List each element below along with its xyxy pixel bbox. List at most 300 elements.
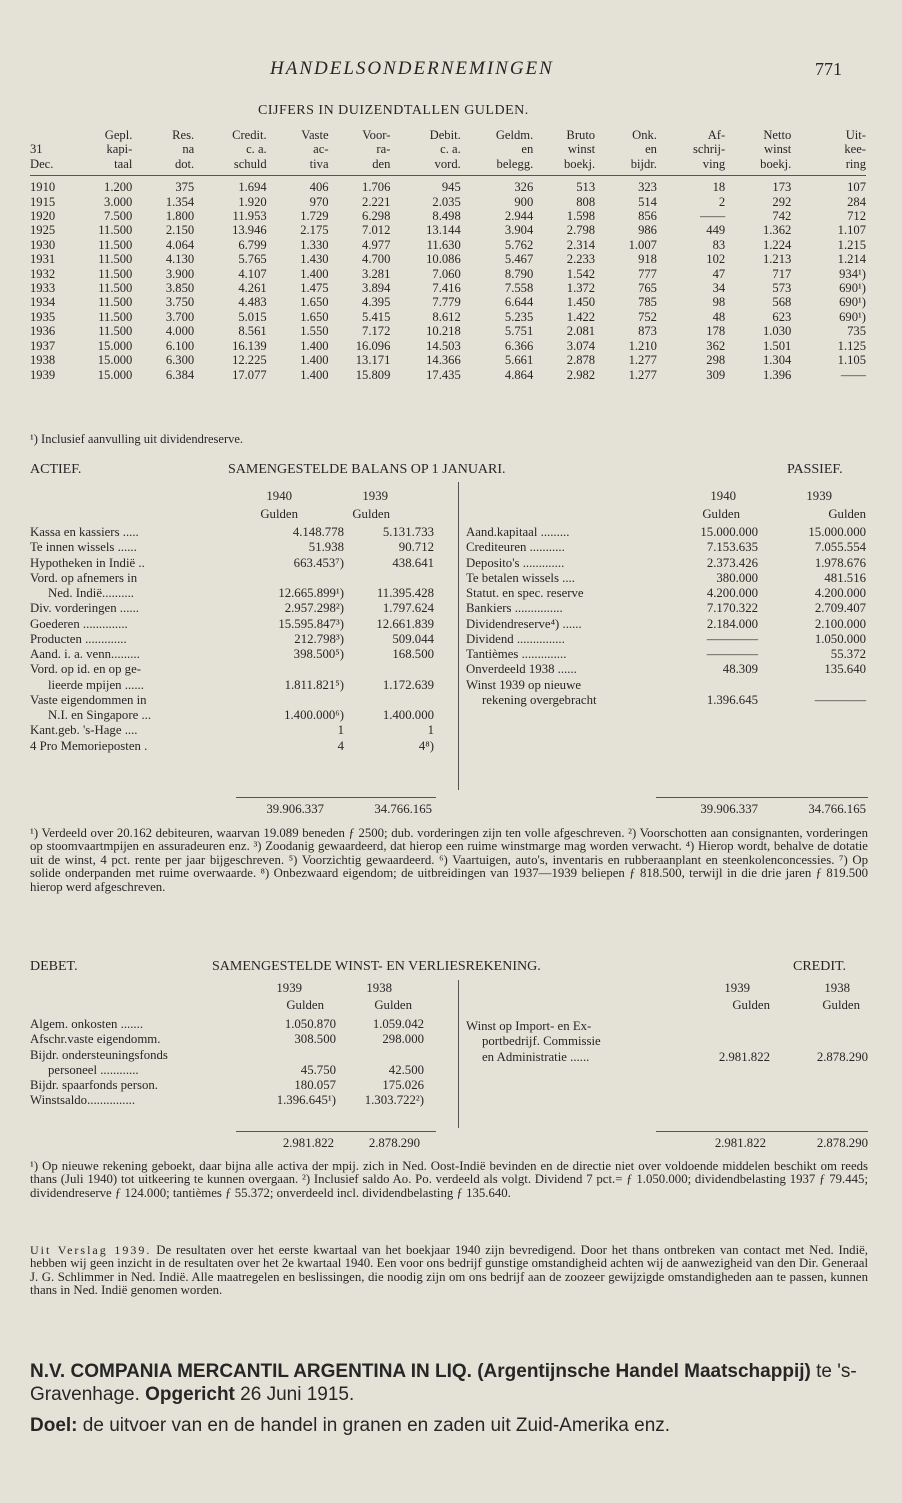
cijfers-value-cell: 3.750 (165, 295, 195, 310)
verslag-text: De resultaten over het eerste kwartaal van het boekjaar 1940 zijn bevredigend. Door het thans ontbreken van contact met Ned. Indië, hebben wij geen inzicht in de resultaten over het 2e kwartaal 1940. Een voor ons bedrijf gunstige omstandigheid achten wij de aanwezigheid van den Dir. Generaal J. G. Schlimmer in Ned. Indië. Alle maatregelen en beslissingen, die noodig zijn om ons bedrijf aan de zoozeer gewijzigde omstandigheden aan te passen, kunnen thans in Ned. Indië genomen worden. (30, 1243, 869, 1298)
cijfers-header-cell (30, 128, 71, 142)
cijfers-value-cell: 5.467 (504, 252, 534, 267)
cijfers-value-cell: 513 (576, 180, 596, 195)
cijfers-value-cell: 15.000 (97, 353, 133, 368)
credit-year-1939: 1939 (724, 981, 750, 995)
cijfers-value-cell: 3.700 (165, 309, 195, 324)
cijfers-value-cell: 5.765 (238, 252, 267, 267)
passief-label: Onverdeeld 1938 ...... (466, 662, 577, 677)
cijfers-value-cell: 11.500 (98, 223, 133, 238)
cijfers-value-cell: 13.946 (232, 223, 267, 238)
cijfers-header-cell: winst (764, 142, 792, 157)
actief-label: N.I. en Singapore ... (48, 708, 152, 722)
credit-label: Winst op Import- en Ex- (466, 1019, 592, 1033)
debet-total-1938: 2.878.290 (368, 1136, 420, 1150)
cijfers-value-cell: 752 (638, 309, 657, 324)
cijfers-year-cell: 1933 (30, 281, 56, 296)
cijfers-year-cell: 1910 (30, 180, 56, 195)
cijfers-value-cell: 1.277 (628, 367, 657, 382)
actief-label: Vord. op afnemers in (30, 570, 138, 585)
cijfers-header-row (30, 157, 866, 171)
credit-year-1938: 1938 (824, 981, 850, 995)
actief-value-1939: 168.500 (392, 647, 434, 661)
debet-label: personeel ............ (48, 1062, 139, 1077)
cijfers-value-cell: 12.225 (232, 353, 267, 368)
cijfers-value-cell: 765 (638, 281, 657, 296)
debet-label: Winstsaldo............... (30, 1093, 136, 1108)
doel-text: de uitvoer van en de handel in granen en zaden uit Zuid-Amerika enz. (82, 1415, 671, 1436)
passief-value-1940: ———— (706, 631, 758, 646)
passief-value-1939: 7.055.554 (814, 540, 866, 555)
balans-actief-year-1940: 1940 (266, 489, 292, 503)
cijfers-value-cell: 1.920 (238, 194, 267, 209)
cijfers-header-cell: schrij- (693, 142, 726, 157)
cijfers-value-cell: 1.450 (566, 295, 596, 310)
cijfers-value-cell: 34 (712, 281, 726, 296)
balans-passief-year-1939: 1939 (806, 489, 832, 503)
cijfers-year-cell: 1915 (30, 194, 56, 209)
actief-value-1939: 4⁸) (418, 738, 434, 753)
cijfers-value-cell: 2.175 (300, 223, 329, 238)
credit-value-1938: 2.878.290 (816, 1049, 868, 1064)
cijfers-value-cell: 6.644 (504, 295, 534, 310)
cijfers-value-cell: 5.015 (238, 309, 267, 324)
cijfers-header-cell: boekj. (760, 156, 792, 171)
cijfers-year-cell: 1930 (30, 237, 56, 252)
cijfers-value-cell: 1.650 (300, 309, 329, 324)
founded-date: 26 Juni 1915. (240, 1384, 355, 1405)
cijfers-value-cell: 6.799 (238, 237, 267, 252)
cijfers-value-cell: 5.235 (504, 309, 534, 324)
cijfers-value-cell: 808 (576, 194, 596, 209)
cijfers-value-cell: 934¹) (839, 266, 866, 281)
cijfers-value-cell: 7.779 (432, 295, 461, 310)
cijfers-value-cell: 449 (706, 223, 726, 238)
debet-unit: Gulden (286, 998, 324, 1012)
actief-value-1940: 663.453⁷) (293, 555, 344, 570)
passief-label: Crediteuren ........... (466, 540, 565, 555)
winst-notes: ¹) Op nieuwe rekening geboekt, daar bijna alle activa der mpij. zich in Ned. Oost-Indië bevinden en de directie niet over voldoende middelen beschikt om reeds thans (Juli 1940) tot uitkeering te kunnen overgaan. ²) Inclusief saldo Ao. Po. verdeeld als volgt. Dividend 7 pct.= ƒ 1.050.000; dividendbelasting 1937 ƒ 79.445; dividendreserve ƒ 124.000; tantièmes ƒ 55.372; onverdeeld incl. dividendbelasting ƒ 135.640. (30, 1159, 868, 1200)
cijfers-value-cell: 1.030 (762, 324, 792, 339)
cijfers-header-cell: ring (845, 156, 866, 171)
cijfers-value-cell: 970 (309, 194, 329, 209)
cijfers-value-cell: 1.501 (762, 338, 792, 353)
cijfers-value-cell: 1.729 (300, 209, 329, 224)
cijfers-value-cell: 1.213 (762, 252, 792, 267)
cijfers-value-cell: 4.064 (165, 237, 195, 252)
passief-label: Te betalen wissels .... (466, 570, 575, 585)
passief-label: Deposito's ............. (466, 555, 565, 570)
cijfers-value-cell: 873 (638, 324, 657, 339)
cijfers-value-cell: 7.558 (504, 281, 534, 296)
cijfers-value-cell: 1.105 (837, 353, 866, 368)
actief-label: Kant.geb. 's-Hage .... (30, 723, 138, 738)
cijfers-value-cell: 10.086 (426, 252, 461, 267)
passief-value-1940: 7.170.322 (706, 601, 758, 616)
cijfers-header-cell: c. a. (440, 142, 461, 157)
cijfers-value-cell: 1.400 (300, 338, 329, 353)
cijfers-value-cell: 1.215 (837, 237, 866, 252)
debet-value-1939: 45.750 (300, 1062, 336, 1077)
actief-value-1940: 212.798³) (294, 631, 344, 646)
company-doel (30, 1414, 870, 1437)
cijfers-header-cell: Af- (707, 128, 726, 142)
cijfers-value-cell: 15.000 (97, 338, 133, 353)
cijfers-header-cell: Dec. (30, 156, 54, 171)
cijfers-header-cell: dot. (174, 156, 195, 171)
cijfers-value-cell: 4.261 (238, 281, 267, 296)
cijfers-value-cell: 5.415 (362, 309, 391, 324)
actief-value-1940: 12.665.899¹) (278, 586, 344, 600)
cijfers-value-cell: 11.500 (98, 281, 133, 296)
cijfers-value-cell: 690¹) (839, 309, 866, 324)
actief-value-1939: 438.641 (392, 555, 434, 570)
cijfers-value-cell: 945 (441, 180, 461, 195)
cijfers-row (30, 339, 866, 353)
cijfers-value-cell: 17.077 (232, 367, 267, 382)
cijfers-header-cell: Bruto (566, 128, 596, 142)
cijfers-year-cell: 1936 (30, 324, 56, 339)
verslag-label: Uit Verslag 1939. (30, 1243, 152, 1257)
cijfers-value-cell: 1.706 (362, 180, 391, 195)
passief-label: Dividend ............... (466, 631, 565, 646)
company-name: N.V. COMPANIA MERCANTIL ARGENTINA IN LIQ. (Argentijnsche Handel Maatschappij) (30, 1361, 811, 1382)
cijfers-value-cell: 284 (847, 194, 866, 209)
cijfers-value-cell: 785 (638, 295, 657, 310)
cijfers-value-cell: 323 (638, 180, 657, 195)
cijfers-value-cell: 4.130 (165, 252, 195, 267)
passief-label: Dividendreserve⁴) ...... (466, 616, 582, 631)
cijfers-value-cell: 5.661 (504, 353, 534, 368)
actief-label: Vaste eigendommen in (30, 692, 147, 707)
cijfers-value-cell: 900 (514, 194, 534, 209)
cijfers-value-cell: —— (700, 209, 726, 224)
cijfers-value-cell: 1.430 (300, 252, 329, 267)
cijfers-value-cell: 8.612 (432, 309, 461, 324)
winst-title: SAMENGESTELDE WINST- EN VERLIESREKENING. (212, 959, 541, 974)
cijfers-value-cell: 6.300 (165, 353, 195, 368)
cijfers-value-cell: 102 (706, 252, 726, 267)
balans-actief-label: ACTIEF. (30, 462, 82, 477)
cijfers-year-cell: 1931 (30, 252, 56, 267)
cijfers-value-cell: 11.500 (98, 237, 133, 252)
cijfers-table (30, 128, 866, 382)
cijfers-value-cell: 6.298 (362, 209, 391, 224)
cijfers-header-cell: Debit. (429, 128, 461, 142)
cijfers-value-cell: 1.422 (566, 309, 596, 324)
balans-actief-total-rule (236, 797, 436, 798)
debet-value-1938: 298.000 (382, 1032, 424, 1047)
cijfers-value-cell: 2.221 (362, 194, 391, 209)
cijfers-value-cell: 2.314 (566, 237, 596, 252)
cijfers-value-cell: 4.977 (362, 237, 391, 252)
actief-label: Div. vorderingen ...... (30, 601, 139, 616)
cijfers-row (30, 368, 866, 382)
actief-label: Producten ............. (30, 631, 127, 646)
cijfers-value-cell: 14.503 (426, 338, 461, 353)
cijfers-value-cell: 1.542 (566, 266, 596, 281)
credit-unit: Gulden (732, 998, 770, 1012)
cijfers-value-cell: 3.894 (362, 281, 391, 296)
balans-passief-unit: Gulden (702, 507, 740, 521)
cijfers-year-cell: 1939 (30, 367, 56, 382)
actief-value-1940: 1.811.821⁵) (284, 677, 344, 692)
company-place: te 's-Gravenhage. (30, 1361, 857, 1405)
cijfers-value-cell: 11.630 (426, 237, 461, 252)
cijfers-value-cell: 514 (638, 194, 657, 209)
cijfers-value-cell: 4.107 (238, 266, 267, 281)
cijfers-header-cell: Netto (763, 128, 792, 142)
cijfers-value-cell: 2.081 (566, 324, 596, 339)
cijfers-value-cell: 15.000 (97, 367, 133, 382)
cijfers-header-cell: winst (567, 142, 596, 157)
cijfers-title: CIJFERS IN DUIZENDTALLEN GULDEN. (258, 103, 529, 118)
cijfers-row (30, 324, 866, 338)
cijfers-value-cell: 292 (772, 194, 792, 209)
cijfers-value-cell: 1.224 (762, 237, 792, 252)
cijfers-value-cell: 1.800 (165, 209, 195, 224)
cijfers-year-cell: 1938 (30, 353, 56, 368)
cijfers-value-cell: 7.500 (104, 209, 133, 224)
cijfers-value-cell: 1.125 (837, 338, 866, 353)
cijfers-header-cell: ving (702, 156, 726, 171)
cijfers-value-cell: 1.210 (628, 338, 657, 353)
cijfers-header-cell: c. a. (246, 142, 267, 157)
actief-value-1939: 1.400.000 (382, 708, 434, 722)
cijfers-value-cell: 1.475 (300, 281, 329, 296)
cijfers-value-cell: 717 (772, 266, 792, 281)
cijfers-year-cell: 1920 (30, 209, 56, 224)
passief-value-1940: 2.184.000 (706, 616, 758, 631)
passief-label: Bankiers ............... (466, 601, 563, 616)
cijfers-value-cell: 5.751 (504, 324, 534, 339)
cijfers-value-cell: 690¹) (839, 295, 866, 310)
cijfers-value-cell: 3.281 (362, 266, 391, 281)
actief-value-1939: 90.712 (398, 540, 434, 555)
cijfers-header-cell: en (521, 142, 534, 157)
debet-year-1939: 1939 (276, 981, 302, 995)
cijfers-value-cell: 83 (712, 237, 726, 252)
cijfers-value-cell: 326 (514, 180, 534, 195)
cijfers-header-cell: tiva (309, 156, 329, 171)
cijfers-year-cell: 1934 (30, 295, 56, 310)
company-heading (30, 1360, 870, 1406)
balans-passief-label: PASSIEF. (787, 462, 843, 477)
balans-actief-unit: Gulden (352, 507, 390, 521)
cijfers-value-cell: 1.354 (165, 194, 195, 209)
debet-value-1939: 180.057 (294, 1078, 336, 1092)
cijfers-year-cell: 1937 (30, 338, 56, 353)
passief-value-1940: 7.153.635 (706, 540, 758, 555)
cijfers-value-cell: 47 (712, 266, 726, 281)
actief-total-1940: 39.906.337 (266, 802, 324, 816)
actief-label: Vord. op id. en op ge- (30, 662, 142, 677)
actief-value-1940: 1 (337, 723, 344, 738)
passief-label: Tantièmes .............. (466, 647, 567, 661)
cijfers-value-cell: 406 (309, 180, 329, 195)
balans-divider (458, 482, 459, 790)
cijfers-value-cell: 11.500 (98, 309, 133, 324)
credit-value-1939: 2.981.822 (718, 1049, 770, 1064)
actief-label: Ned. Indië.......... (48, 586, 135, 600)
cijfers-value-cell: 11.500 (98, 295, 133, 310)
cijfers-value-cell: 8.498 (432, 209, 461, 224)
passief-value-1939: 15.000.000 (808, 525, 866, 539)
balans-notes: ¹) Verdeeld over 20.162 debiteuren, waarvan 19.089 beneden ƒ 2500; dub. vorderingen zijn ten volle afgeschreven. ²) Voorschotten aan consignanten, vorderingen op stoomvaartmpijen en assuradeuren enz. ³) Zoodanig gewaardeerd, dat hierop een ruime winstmarge mag worden verwacht. ⁴) Hierop wordt, behalve de dotatie uit de winst, 4 pct. rente per jaar bijgeschreven. ⁵) Voorzichtig gewaardeerd. ⁶) Vaartuigen, auto's, inventaris en rubberaanplant en steenkolenconcessies. ⁷) Op solide onderpanden met ruime overwaarde. ⁸) Onbezwaard eigendom; de uitbreidingen van 1937—1939 beliepen ƒ 818.500, terwijl in die drie jaren ƒ 819.500 hierop werd afgeschreven. (30, 826, 868, 894)
cijfers-value-cell: 2.944 (504, 209, 534, 224)
cijfers-header-row (30, 142, 866, 156)
cijfers-value-cell: 7.172 (362, 324, 391, 339)
cijfers-value-cell: 7.416 (432, 281, 461, 296)
cijfers-header-cell: taal (114, 156, 133, 171)
cijfers-value-cell: 623 (772, 309, 792, 324)
cijfers-value-cell: 11.500 (98, 252, 133, 267)
actief-value-1939: 509.044 (392, 631, 434, 646)
actief-label: Hypotheken in Indië .. (30, 555, 145, 570)
cijfers-value-cell: 13.144 (426, 223, 461, 238)
cijfers-value-cell: 1.400 (300, 353, 329, 368)
debet-value-1938: 1.303.722²) (364, 1093, 424, 1108)
actief-total-1939: 34.766.165 (374, 802, 432, 816)
cijfers-value-cell: 5.762 (504, 237, 534, 252)
actief-value-1940: 4 (337, 738, 344, 753)
cijfers-header-cell: bijdr. (630, 156, 657, 171)
cijfers-value-cell: 4.483 (238, 295, 267, 310)
cijfers-value-cell: 362 (706, 338, 726, 353)
cijfers-value-cell: 298 (706, 353, 726, 368)
cijfers-value-cell: 178 (706, 324, 726, 339)
actief-value-1940: 4.148.778 (292, 525, 344, 539)
cijfers-header (30, 128, 866, 180)
cijfers-body (30, 180, 866, 382)
cijfers-value-cell: 777 (638, 266, 657, 281)
cijfers-value-cell: 2.982 (566, 367, 596, 382)
cijfers-value-cell: 742 (772, 209, 792, 224)
cijfers-value-cell: 2.798 (566, 223, 596, 238)
cijfers-year-cell: 1925 (30, 223, 56, 238)
cijfers-value-cell: 14.366 (426, 353, 461, 368)
cijfers-value-cell: 6.366 (504, 338, 534, 353)
passief-value-1939: 2.709.407 (814, 601, 866, 616)
cijfers-value-cell: 1.200 (104, 180, 133, 195)
cijfers-value-cell: 7.012 (362, 223, 391, 238)
cijfers-value-cell: 2.150 (165, 223, 195, 238)
cijfers-value-cell: 2.878 (566, 353, 596, 368)
cijfers-header-row (30, 128, 866, 142)
running-title: HANDELSONDERNEMINGEN (270, 58, 554, 79)
actief-value-1940: 51.938 (308, 540, 344, 555)
cijfers-row (30, 209, 866, 223)
cijfers-header-cell: Onk. (632, 128, 657, 142)
cijfers-value-cell: 1.400 (300, 266, 329, 281)
cijfers-value-cell: 18 (712, 180, 726, 195)
cijfers-value-cell: 2.233 (566, 252, 596, 267)
winst-divider (458, 980, 459, 1128)
cijfers-header-cell: na (182, 142, 195, 157)
cijfers-header-cell: den (372, 156, 391, 171)
passief-value-1940: 48.309 (722, 662, 758, 677)
cijfers-value-cell: 16.139 (232, 338, 267, 353)
cijfers-value-cell: 4.000 (165, 324, 195, 339)
cijfers-value-cell: 11.500 (98, 324, 133, 339)
cijfers-value-cell: —— (840, 367, 866, 382)
cijfers-value-cell: 918 (638, 252, 657, 267)
passief-label: Winst 1939 op nieuwe (466, 677, 581, 692)
cijfers-value-cell: 1.396 (762, 367, 792, 382)
debet-total-1939: 2.981.822 (282, 1136, 334, 1150)
debet-value-1938: 175.026 (382, 1078, 424, 1092)
cijfers-value-cell: 375 (175, 180, 195, 195)
actief-label: Aand. i. a. venn......... (30, 647, 140, 661)
cijfers-footnote: ¹) Inclusief aanvulling uit dividendreserve. (30, 432, 244, 446)
debet-label: Algem. onkosten ....... (30, 1017, 144, 1031)
cijfers-header-cell: ac- (313, 142, 329, 157)
cijfers-value-cell: 3.074 (566, 338, 596, 353)
cijfers-value-cell: 8.790 (504, 266, 534, 281)
balans-title: SAMENGESTELDE BALANS OP 1 JANUARI. (228, 462, 506, 477)
winst-credit-label: CREDIT. (793, 959, 847, 974)
cijfers-value-cell: 11.500 (98, 266, 133, 281)
actief-label: lieerde mpijen ...... (48, 677, 144, 692)
cijfers-value-cell: 6.100 (165, 338, 195, 353)
actief-label: Te innen wissels ...... (30, 540, 137, 555)
cijfers-header-cell: belegg. (496, 156, 534, 171)
cijfers-value-cell: 17.435 (426, 367, 461, 382)
cijfers-value-cell: 690¹) (839, 281, 866, 296)
actief-value-1939: 1.797.624 (382, 601, 434, 616)
cijfers-value-cell: 1.372 (566, 281, 596, 296)
actief-value-1940: 2.957.298²) (284, 601, 344, 616)
cijfers-row (30, 281, 866, 295)
cijfers-value-cell: 4.700 (362, 252, 391, 267)
debet-value-1938: 1.059.042 (372, 1017, 424, 1031)
cijfers-header-cell: Gepl. (104, 128, 133, 142)
passief-label: Aand.kapitaal ......... (466, 525, 570, 539)
cijfers-value-cell: 1.362 (762, 223, 792, 238)
cijfers-header-cell: Credit. (232, 128, 267, 142)
debet-label: Bijdr. ondersteuningsfonds (30, 1047, 168, 1062)
cijfers-value-cell: 10.218 (426, 324, 461, 339)
balans-passief-unit: Gulden (828, 507, 866, 521)
cijfers-row (30, 267, 866, 281)
cijfers-value-cell: 1.330 (300, 237, 329, 252)
debet-total-rule (236, 1131, 436, 1132)
founded-label: Opgericht (145, 1384, 235, 1405)
passief-label: Statut. en spec. reserve (466, 586, 584, 600)
cijfers-row (30, 310, 866, 324)
debet-value-1939: 1.396.645¹) (276, 1093, 336, 1108)
passief-value-1939: 2.100.000 (814, 616, 866, 631)
passief-value-1940: 380.000 (716, 570, 758, 585)
cijfers-header-cell: Geldm. (495, 128, 534, 142)
cijfers-row (30, 223, 866, 237)
cijfers-value-cell: 4.395 (362, 295, 391, 310)
actief-value-1939: 1.172.639 (382, 677, 434, 692)
actief-value-1940: 398.500⁵) (293, 647, 344, 661)
cijfers-header-cell: Vaste (301, 128, 329, 142)
balans-passief-year-1940: 1940 (710, 489, 736, 503)
cijfers-value-cell: 856 (638, 209, 657, 224)
cijfers-header-cell: schuld (233, 156, 267, 171)
cijfers-value-cell: 1.277 (628, 353, 657, 368)
cijfers-value-cell: 2.035 (432, 194, 461, 209)
passief-value-1939: 1.050.000 (814, 631, 866, 646)
cijfers-header-cell: Voor- (362, 128, 391, 142)
cijfers-value-cell: 1.650 (300, 295, 329, 310)
balans-actief-year-1939: 1939 (362, 489, 388, 503)
cijfers-value-cell: 16.096 (355, 338, 391, 353)
cijfers-value-cell: 573 (772, 281, 792, 296)
